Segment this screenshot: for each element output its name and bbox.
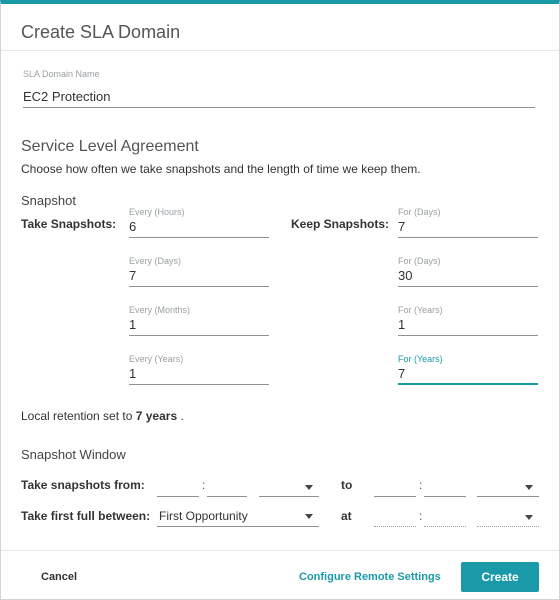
keep-for-years-2-field[interactable] — [398, 353, 538, 385]
to-ampm-select[interactable] — [477, 496, 539, 497]
footer-divider — [1, 550, 559, 551]
retention-prefix: Local retention set to — [21, 409, 133, 423]
keep-for-days-2-input[interactable]: 30 — [398, 267, 538, 287]
from-hour-input[interactable] — [157, 496, 199, 497]
sla-domain-name-label: SLA Domain Name — [23, 69, 100, 79]
from-ampm-select[interactable] — [259, 496, 319, 497]
take-every-days-field[interactable] — [129, 255, 269, 287]
take-every-years-field[interactable] — [129, 353, 269, 385]
take-every-hours-field[interactable] — [129, 206, 269, 238]
chevron-down-icon[interactable] — [305, 485, 313, 490]
keep-for-days-input[interactable]: 7 — [398, 218, 538, 238]
dialog-title: Create SLA Domain — [21, 22, 181, 42]
retention-text — [21, 409, 184, 423]
to-minute-input[interactable] — [424, 496, 466, 497]
take-every-months-field[interactable] — [129, 304, 269, 336]
take-every-hours-input[interactable]: 6 — [129, 218, 269, 238]
from-time-colon: : — [202, 478, 206, 492]
at-hour-input[interactable] — [374, 526, 416, 527]
take-snapshots-from-label: Take snapshots from: — [21, 478, 145, 492]
take-every-days-label: Every (Days) — [129, 256, 182, 266]
configure-remote-settings-button[interactable]: Configure Remote Settings — [299, 571, 441, 583]
take-every-days-input[interactable]: 7 — [129, 267, 269, 287]
keep-for-years-input[interactable]: 1 — [398, 316, 538, 336]
sla-domain-name-input[interactable]: EC2 Protection — [23, 86, 535, 108]
snapshot-heading: Snapshot — [21, 193, 76, 208]
keep-for-days-2-field[interactable] — [398, 255, 538, 287]
keep-for-years-label: For (Years) — [398, 305, 443, 315]
retention-value: 7 years — [135, 409, 178, 423]
to-time-colon: : — [419, 478, 423, 492]
from-minute-input[interactable] — [207, 496, 247, 497]
take-every-hours-label: Every (Hours) — [129, 207, 185, 217]
header-divider — [1, 50, 559, 51]
cancel-button[interactable]: Cancel — [41, 571, 78, 583]
keep-for-days-2-label: For (Days) — [398, 256, 441, 266]
take-every-years-label: Every (Years) — [129, 354, 184, 364]
chevron-down-icon[interactable] — [525, 485, 533, 490]
keep-snapshots-label: Keep Snapshots: — [291, 217, 390, 231]
retention-suffix: . — [180, 409, 184, 423]
at-minute-input[interactable] — [424, 526, 466, 527]
to-hour-input[interactable] — [374, 496, 416, 497]
take-every-years-input[interactable]: 1 — [129, 365, 269, 385]
take-snapshots-label: Take Snapshots: — [21, 217, 117, 231]
sla-domain-name-field[interactable] — [23, 68, 535, 108]
snapshot-window-heading: Snapshot Window — [21, 447, 126, 462]
sla-description: Choose how often we take snapshots and the length of time we keep them. — [21, 162, 421, 176]
keep-for-days-field[interactable] — [398, 206, 538, 238]
keep-for-years-2-label: For (Years) — [398, 354, 443, 364]
create-button[interactable]: Create — [461, 562, 539, 592]
to-label: to — [341, 478, 353, 492]
take-every-months-label: Every (Months) — [129, 305, 191, 315]
at-label: at — [341, 509, 352, 523]
at-ampm-select[interactable] — [477, 526, 539, 527]
take-first-full-label: Take first full between: — [21, 509, 151, 523]
first-full-select[interactable] — [157, 505, 319, 527]
keep-for-years-field[interactable] — [398, 304, 538, 336]
take-every-months-input[interactable]: 1 — [129, 316, 269, 336]
chevron-down-icon[interactable] — [525, 515, 533, 520]
keep-for-years-2-input[interactable]: 7 — [398, 365, 538, 385]
chevron-down-icon — [305, 514, 313, 519]
first-full-select-value: First Opportunity — [159, 509, 248, 523]
at-time-colon: : — [419, 509, 423, 523]
keep-for-days-label: For (Days) — [398, 207, 441, 217]
sla-heading: Service Level Agreement — [21, 138, 199, 155]
